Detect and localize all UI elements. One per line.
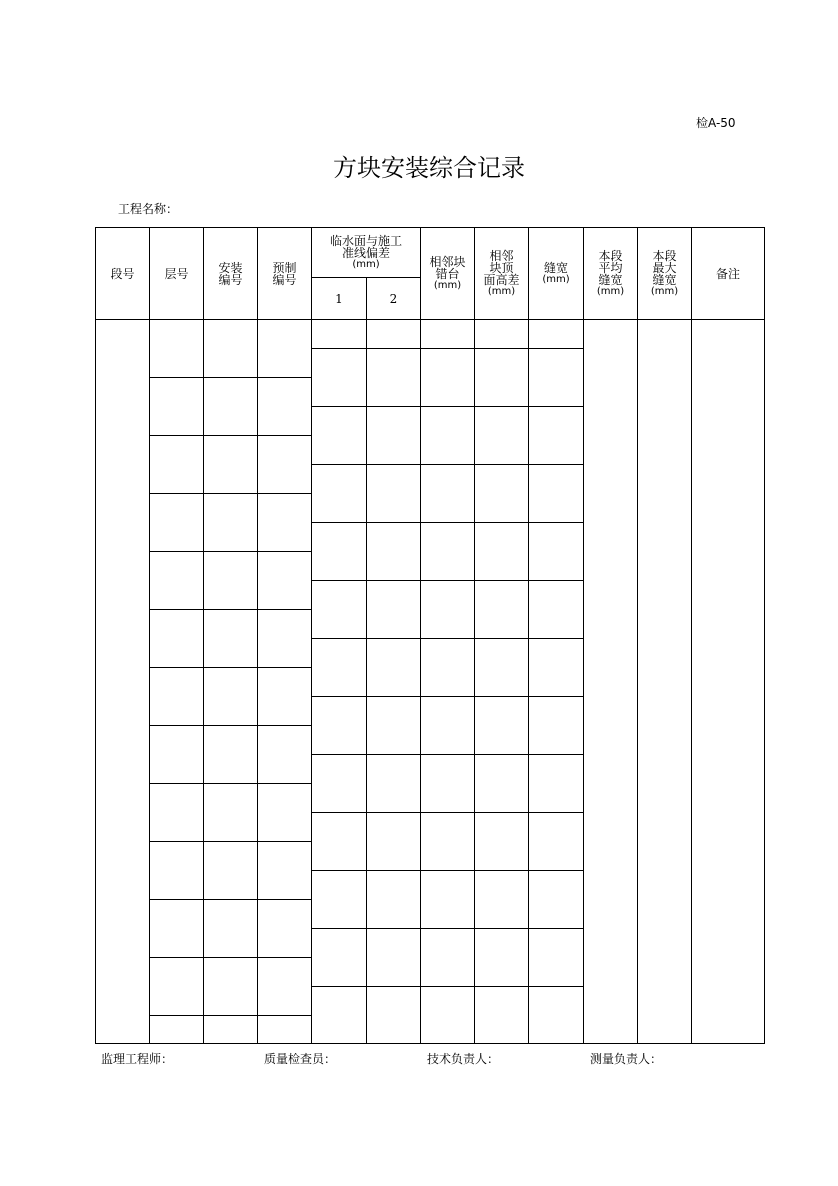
header-sub-2: 2 xyxy=(389,291,398,306)
header-avg-joint-width: 本段 平均 缝宽 (mm) xyxy=(596,248,625,297)
header-precast-no: 预制 编号 xyxy=(272,260,297,287)
project-name-label: 工程名称： xyxy=(118,202,179,216)
header-joint-width: 缝宽 (mm) xyxy=(542,260,570,285)
header-sub-1: 1 xyxy=(335,291,343,306)
header-install-no: 安装 编号 xyxy=(218,260,243,287)
page-title: 方块安装综合记录 xyxy=(333,154,525,182)
inspector-signature-label: 质量检查员： xyxy=(264,1052,337,1066)
header-waterside-deviation: 临水面与施工 准线偏差 (mm) xyxy=(329,233,402,270)
survey-lead-signature-label: 测量负责人： xyxy=(590,1052,663,1066)
header-layer-no: 层号 xyxy=(164,266,189,281)
supervisor-signature-label: 监理工程师： xyxy=(101,1052,174,1066)
tech-lead-signature-label: 技术负责人： xyxy=(427,1052,500,1066)
header-section-no: 段号 xyxy=(110,266,135,281)
header-top-height-diff: 相邻 块顶 面高差 (mm) xyxy=(483,248,520,297)
header-adjacent-offset: 相邻块 错台 (mm) xyxy=(429,254,466,291)
header-max-joint-width: 本段 最大 缝宽 (mm) xyxy=(650,248,679,297)
header-remarks: 备注 xyxy=(715,266,740,281)
form-code: 检A-50 xyxy=(696,116,736,130)
